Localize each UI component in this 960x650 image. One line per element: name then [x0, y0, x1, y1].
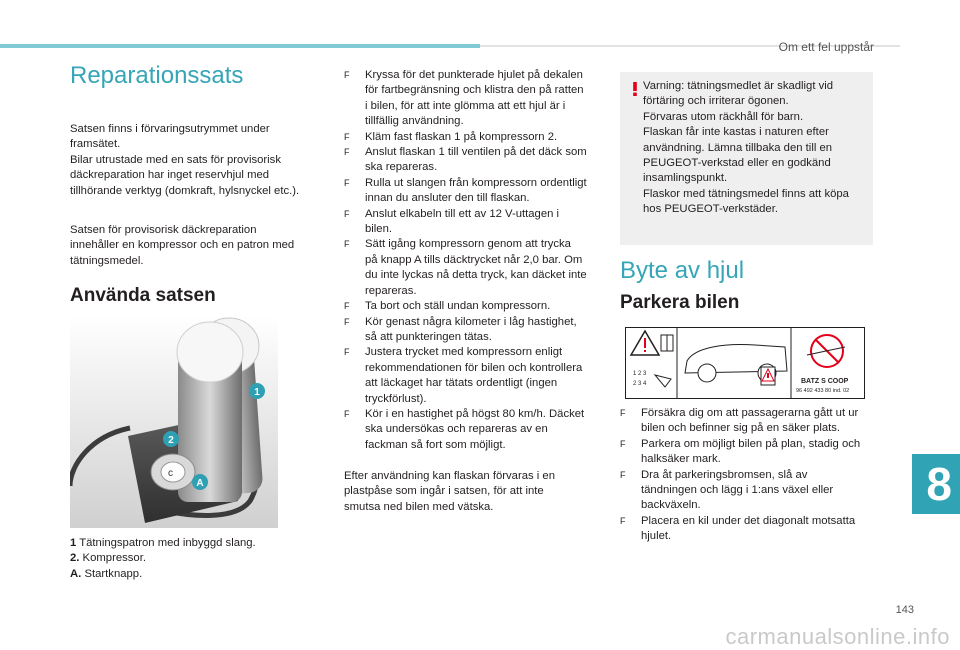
parking-steps-list — [620, 406, 882, 545]
legend-item: 1 Tätningspatron med inbyggd slang. — [70, 537, 256, 549]
warning-box — [620, 72, 873, 245]
intro-line: däckreparation har inget reservhjul med — [70, 169, 270, 182]
subheading-use-kit: Använda satsen — [70, 285, 216, 306]
svg-text:BATZ S COOP: BATZ S COOP — [801, 378, 849, 385]
header-accent-bar — [0, 44, 480, 48]
intro2-line: innehåller en kompressor och en patron med — [70, 239, 295, 252]
svg-text:1: 1 — [254, 387, 260, 398]
list-item: F Kör i en hastighet på högst 80 km/h. Däcket ska undersökas och repareras av en fackman så fort som möjligt. — [344, 407, 585, 451]
intro2-line: Satsen för provisorisk däckreparation — [70, 224, 257, 236]
watermark: carmanualsonline.info — [725, 624, 950, 649]
chapter-tab: 8 — [912, 454, 960, 514]
list-item: F Försäkra dig om att passagerarna gått ut ur bilen och befinner sig på en säker plats. — [620, 407, 859, 435]
list-item: F Dra åt parkeringsbromsen, slå av tändningen och lägg i 1:ans växel eller backväxeln. — [620, 468, 834, 512]
list-item: F Sätt igång kompressorn genom att trycka på knapp A tills däcktrycket når 2,0 bar. Om du inte lyckas nå detta tryck, kan däcket inte repareras. — [344, 238, 587, 297]
intro-line: framsätet. — [70, 138, 121, 151]
repair-steps-list — [344, 68, 606, 453]
list-item: F Kör genast några kilometer i låg hastighet, så att punkteringen tätas. — [344, 315, 577, 343]
list-item: F Anslut flaskan 1 till ventilen på det däck som ska repareras. — [344, 146, 587, 174]
list-item: F Justera trycket med kompressorn enligt rekommendationen för bilen och kontrollera att läckaget har tätats ordentligt (ingen tryckförlust). — [344, 346, 583, 405]
list-item: F Anslut elkabeln till ett av 12 V-uttagen i bilen. — [344, 207, 560, 236]
intro2-line: tätningsmedel. — [70, 254, 144, 267]
intro-line: Satsen finns i förvaringsutrymmet under — [70, 123, 270, 135]
warning-exclamation-icon — [632, 82, 638, 96]
svg-text:2: 2 — [168, 435, 174, 446]
list-item: F Rulla ut slangen från kompressorn ordentligt innan du ansluter den till flaskan. — [344, 176, 587, 205]
intro-paragraph — [70, 122, 320, 199]
section-title-wheel-change: Byte av hjul — [620, 257, 745, 284]
subheading-park-car: Parkera bilen — [620, 292, 740, 313]
page-title: Reparationssats — [70, 62, 244, 89]
intro-line: tillhörande verktyg (domkraft, hylsnyckel etc.). — [70, 184, 300, 197]
page-number: 143 — [895, 604, 914, 616]
legend-item: A. Startknapp. — [70, 567, 143, 580]
after-use-paragraph: Efter användning kan flaskan förvaras i en plastpåse som ingår i satsen, för att inte smutsa ned bilen med vätska. — [344, 470, 556, 513]
intro-line: Bilar utrustade med en sats för provisorisk — [70, 153, 281, 166]
svg-text:1 2 3: 1 2 3 — [633, 371, 647, 377]
header-section-title: Om ett fel uppstår — [778, 40, 874, 54]
svg-text:2 3 4: 2 3 4 — [633, 381, 647, 387]
callout-a — [192, 474, 208, 490]
callout-1 — [249, 383, 265, 399]
warning-text: Varning: tätningsmedlet är skadligt vid förtäring och irriterar ögonen. Förvaras utom räckhåll för barn. Flaskan får inte kastas i naturen efter användning. Lämna tillbaka den till en PEUGEOT-verkstad eller en godkänd insamlingspunkt. Flaskor med tätningsmedel finns att köpa hos PEUGEOT-verkstäder. — [643, 80, 849, 216]
list-item: F Kläm fast flaskan 1 på kompressorn 2. — [344, 130, 558, 143]
svg-text:96 492 433 80 ind. 02: 96 492 433 80 ind. 02 — [796, 388, 850, 394]
svg-text:c: c — [168, 468, 173, 479]
safety-label-illustration — [625, 327, 865, 399]
callout-2 — [163, 431, 179, 447]
figure-legend — [70, 536, 256, 582]
svg-text:A: A — [196, 478, 204, 489]
list-item: F Ta bort och ställ undan kompressorn. — [344, 300, 551, 313]
list-item: F Parkera om möjligt bilen på plan, stadig och halksäker mark. — [620, 437, 861, 466]
list-item: F Kryssa för det punkterade hjulet på dekalen för fartbegränsning och klistra den på ratten i bilen, för att inte glömma att ett hjul är i tillfällig användning. — [344, 69, 584, 128]
legend-item: 2. Kompressor. — [70, 552, 146, 565]
intro-paragraph-2 — [70, 223, 320, 269]
list-item: F Placera en kil under det diagonalt motsatta hjulet. — [620, 514, 856, 543]
repair-kit-illustration — [70, 316, 278, 528]
